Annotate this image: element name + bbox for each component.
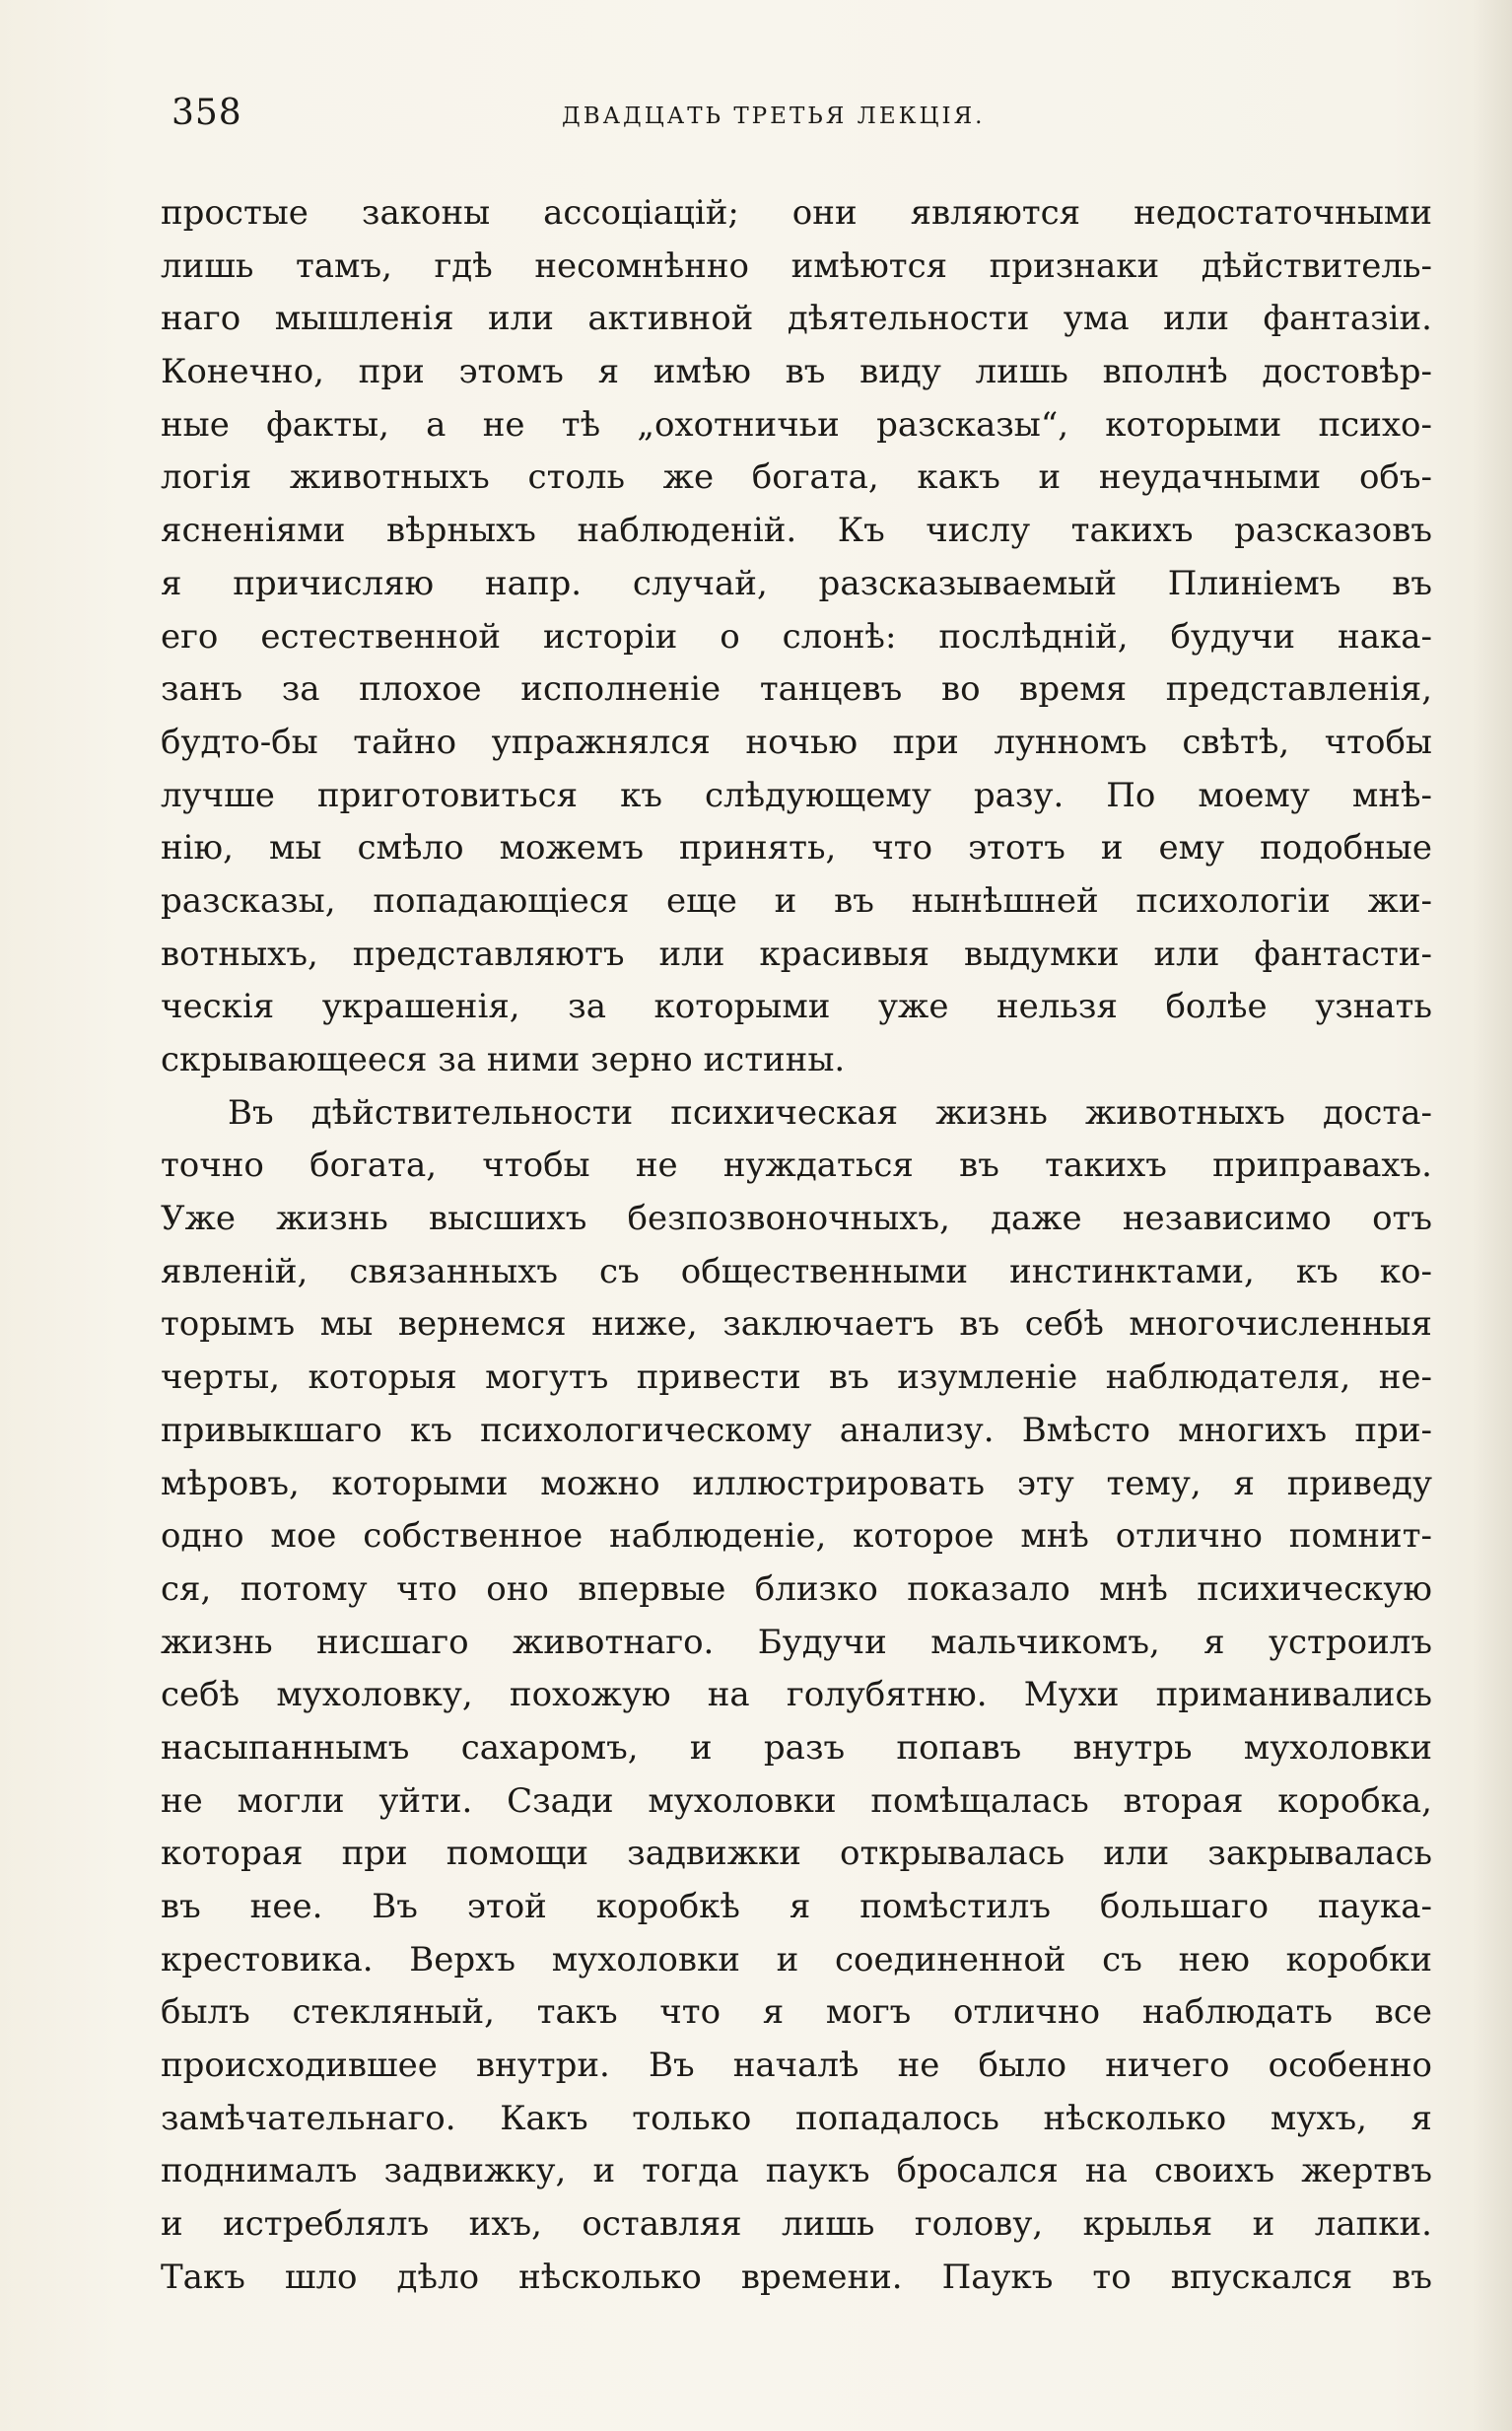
text-line: поднималъ задвижку, и тогда паукъ бросался на своихъ жертвъ <box>161 2151 1432 2191</box>
text-line: явленій, связанныхъ съ общественными инстинктами, къ ко- <box>161 1251 1432 1291</box>
text-line: торымъ мы вернемся ниже, заключаетъ въ себѣ многочисленныя <box>161 1304 1432 1345</box>
text-line: вотныхъ, представляютъ или красивыя выдумки или фантасти- <box>161 934 1432 974</box>
text-line: которая при помощи задвижки открывалась или закрывалась <box>161 1834 1432 1874</box>
paragraph-container <box>161 187 1432 2305</box>
page-edge-shadow <box>1473 0 1512 2431</box>
text-line: лишь тамъ, гдѣ несомнѣнно имѣются признаки дѣйствитель- <box>161 245 1432 286</box>
page-number: 358 <box>172 93 242 133</box>
text-line: замѣчательнаго. Какъ только попадалось нѣсколько мухъ, я <box>161 2098 1432 2138</box>
text-line: жизнь нисшаго животнаго. Будучи мальчикомъ, я устроилъ <box>161 1622 1432 1662</box>
text-line: будто-бы тайно упражнялся ночью при лунномъ свѣтѣ, чтобы <box>161 722 1432 762</box>
text-line: насыпаннымъ сахаромъ, и разъ попавъ внутрь мухоловки <box>161 1727 1432 1768</box>
text-line: ся, потому что оно впервые близко показало мнѣ психическую <box>161 1568 1432 1609</box>
text-line: ясненіями вѣрныхъ наблюденій. Къ числу такихъ разсказовъ <box>161 511 1432 551</box>
text-line: привыкшаго къ психологическому анализу. Вмѣсто многихъ при- <box>161 1410 1432 1450</box>
text-line: происходившее внутри. Въ началѣ не было ничего особенно <box>161 2046 1432 2086</box>
text-line: былъ стекляный, такъ что я могъ отлично наблюдать все <box>161 1992 1432 2033</box>
text-line: я причисляю напр. случай, разсказываемый Плиніемъ въ <box>161 563 1432 603</box>
text-line: разсказы, попадающіеся еще и въ нынѣшней психологіи жи- <box>161 880 1432 921</box>
text-line: лучше приготовиться къ слѣдующему разу. По моему мнѣ- <box>161 775 1432 815</box>
text-line: наго мышленія или активной дѣятельности ума или фантазіи. <box>161 299 1432 339</box>
text-line: Такъ шло дѣло нѣсколько времени. Паукъ то впускался въ <box>161 2257 1432 2297</box>
text-line: не могли уйти. Сзади мухоловки помѣщалась вторая коробка, <box>161 1780 1432 1821</box>
text-line: черты, которыя могутъ привести въ изумленіе наблюдателя, не- <box>161 1357 1432 1398</box>
running-title: ДВАДЦАТЬ ТРЕТЬЯ ЛЕКЦІЯ. <box>562 104 986 129</box>
text-line: ческія украшенія, за которыми уже нельзя болѣе узнать <box>161 987 1432 1027</box>
text-line: точно богата, чтобы не нуждаться въ такихъ приправахъ. <box>161 1146 1432 1186</box>
running-head <box>168 89 1429 148</box>
text-line: простые законы ассоціацій; они являются недостаточными <box>161 193 1432 233</box>
text-line: скрывающееся за ними зерно истины. <box>161 1040 846 1079</box>
paragraph <box>161 187 1432 1087</box>
text-line: и истреблялъ ихъ, оставляя лишь голову, крылья и лапки. <box>161 2204 1432 2245</box>
text-line: въ нее. Въ этой коробкѣ я помѣстилъ большаго паука- <box>161 1887 1432 1926</box>
text-line: мѣровъ, которыми можно иллюстрировать эту тему, я приведу <box>161 1463 1432 1503</box>
text-line: его естественной исторіи о слонѣ: послѣдній, будучи нака- <box>161 616 1432 657</box>
text-line: ные факты, а не тѣ „охотничьи разсказы“, которыми психо- <box>161 404 1432 445</box>
text-line: Въ дѣйствительности психическая жизнь животныхъ доста- <box>228 1092 1432 1133</box>
text-line: занъ за плохое исполненіе танцевъ во время представленія, <box>161 669 1432 710</box>
paragraph <box>161 1087 1432 2305</box>
text-line: Конечно, при этомъ я имѣю въ виду лишь вполнѣ достовѣр- <box>161 352 1432 392</box>
text-line: нію, мы смѣло можемъ принять, что этотъ и ему подобные <box>161 828 1432 868</box>
text-line: крестовика. Верхъ мухоловки и соединенной съ нею коробки <box>161 1939 1432 1980</box>
text-line: себѣ мухоловку, похожую на голубятню. Мухи приманивались <box>161 1675 1432 1715</box>
text-line: Уже жизнь высшихъ безпозвоночныхъ, даже независимо отъ <box>161 1199 1432 1239</box>
body-text <box>161 187 1432 2305</box>
text-line: одно мое собственное наблюденіе, которое мнѣ отлично помнит- <box>161 1516 1432 1557</box>
text-line: логія животныхъ столь же богата, какъ и неудачными объ- <box>161 457 1432 498</box>
